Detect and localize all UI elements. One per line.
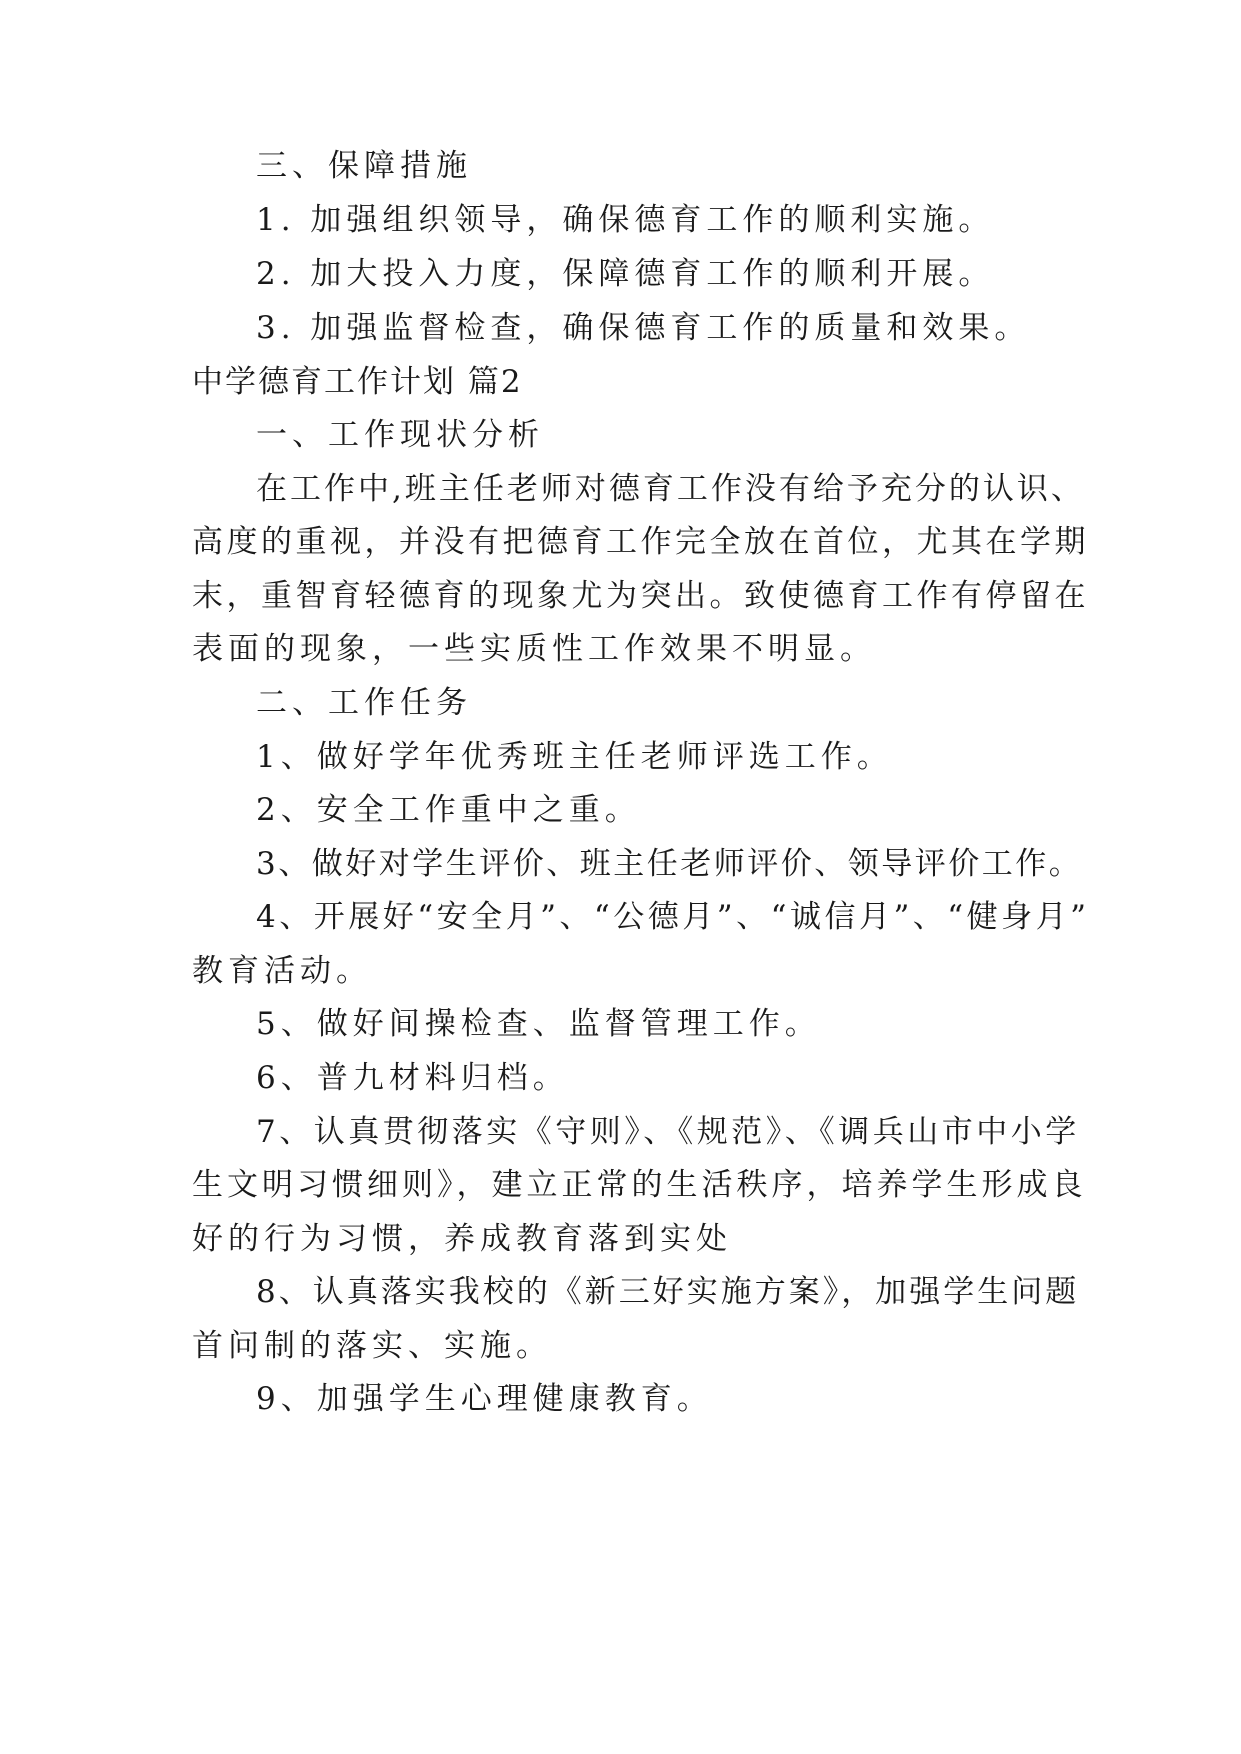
list-item: 1. 加强组织领导，确保德育工作的顺利实施。 [256,202,995,238]
list-item: 3. 加强监督检查，确保德育工作的质量和效果。 [256,310,1031,346]
list-item: 4、开展好“安全月”、“公德月”、“诚信月”、“健身月” [256,899,1090,935]
list-item-continuation: 生文明习惯细则》，建立正常的生活秩序，培养学生形成良 [192,1167,1087,1203]
list-item-continuation: 教育活动。 [192,953,372,989]
list-item: 8、认真落实我校的《新三好实施方案》，加强学生问题 [256,1274,1080,1310]
paragraph-line: 在工作中,班主任老师对德育工作没有给予充分的认识、 [256,471,1085,507]
list-item: 2、安全工作重中之重。 [256,792,641,828]
section-heading-status-analysis: 一、工作现状分析 [256,417,544,453]
paragraph-line: 高度的重视，并没有把德育工作完全放在首位，尤其在学期 [192,524,1089,560]
list-item: 1、做好学年优秀班主任老师评选工作。 [256,739,893,775]
paragraph-line: 表面的现象，一些实质性工作效果不明显。 [192,631,876,667]
list-item: 7、认真贯彻落实《守则》、《规范》、《调兵山市中小学 [256,1114,1080,1150]
list-item: 9、加强学生心理健康教育。 [256,1381,713,1417]
list-item: 5、做好间操检查、监督管理工作。 [256,1006,821,1042]
section-heading-tasks: 二、工作任务 [256,685,472,721]
section-heading-safeguards: 三、保障措施 [256,148,472,184]
list-item: 6、普九材料归档。 [256,1060,569,1096]
paragraph-line: 末，重智育轻德育的现象尤为突出。致使德育工作有停留在 [192,578,1089,614]
list-item-continuation: 好的行为习惯，养成教育落到实处 [192,1221,732,1257]
list-item: 2. 加大投入力度，保障德育工作的顺利开展。 [256,256,995,292]
list-item: 3、做好对学生评价、班主任老师评价、领导评价工作。 [256,846,1083,882]
document-title: 中学德育工作计划 篇2 [192,364,523,400]
list-item-continuation: 首问制的落实、实施。 [192,1328,552,1364]
